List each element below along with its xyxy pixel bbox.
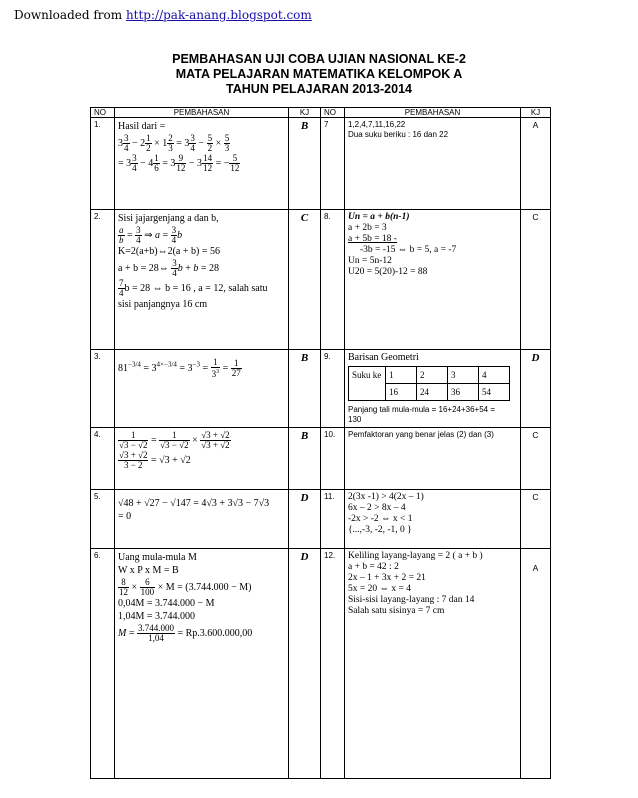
header-kj-right: KJ	[521, 108, 551, 118]
solution-line: -3b = -15 ⇔ b = 5, a = -7	[360, 245, 457, 255]
solution-cell	[115, 549, 289, 779]
suku-cell: 1	[386, 367, 417, 384]
row-number: 9.	[321, 350, 345, 428]
header-no-right: NO	[321, 108, 345, 118]
solution-line: a + 2b = 3	[348, 223, 387, 233]
row-number: 7	[321, 118, 345, 210]
header-pembahasan: PEMBAHASAN	[115, 108, 289, 118]
solution-line: U20 = 5(20)-12 = 88	[348, 267, 428, 277]
header-kj: KJ	[289, 108, 321, 118]
solution-line: {...,-3, -2, -1, 0 }	[348, 525, 412, 535]
solution-cell	[345, 549, 521, 779]
download-link[interactable]: http://pak-anang.blogspot.com	[125, 8, 312, 22]
solution-line: $\frac{7}{4}$ b = 28 ⇔ b = 16 , a = 12, salah satu	[119, 278, 268, 298]
table-row	[91, 549, 551, 779]
solution-cell	[115, 210, 289, 350]
table-row	[91, 118, 551, 210]
solution-line: Un = 5n-12	[348, 256, 392, 266]
solution-line: $\frac{a}{b}$ = $\frac{3}{4}$ ⇒ a = $\frac{3}{4}$ b	[119, 225, 183, 245]
solution-line: Pemfaktoran yang benar jelas (2) dan (3)	[348, 430, 494, 439]
solution-line: -2x > -2 ⇔ x < 1	[348, 514, 413, 524]
solution-line: 1,04M = 3.744.000	[118, 611, 196, 622]
solution-line: 3 $\frac{3}{4}$ − 2 $\frac{1}{2}$ × 1 $\frac{2}{3}$ = 3 $\frac{3}{4}$ − $\frac{5}{2}$ × $\frac{5}{3}$	[118, 133, 230, 153]
header-no: NO	[91, 108, 115, 118]
title-line-2: MATA PELAJARAN MATEMATIKA KELOMPOK A	[175, 67, 463, 81]
solution-line: = 0	[118, 511, 132, 522]
solution-line: $\frac{1}{√3 - √2}$ = $\frac{1}{√3 - √2}$ × $\frac{√3 + √2}{√3 + √2}$	[119, 430, 230, 450]
solution-line: M = $\frac{3.744.000}{1,04}$ = Rp.3.600.000,00	[118, 623, 253, 643]
document-title	[0, 52, 638, 97]
solution-cell	[115, 118, 289, 210]
row-number: 6.	[91, 549, 115, 779]
row-number: 1.	[91, 118, 115, 210]
solution-line: $\frac{8}{12}$ × $\frac{6}{100}$ × M = (3.744.000 − M)	[119, 577, 252, 597]
solution-text: b = 28 ⇔ b = 16 , a = 12, salah satu	[124, 282, 268, 294]
solution-line: 1,2,4,7,11,16,22	[348, 120, 406, 129]
solution-line: $\frac{√3 + √2}{3 - 2}$ = √3 + √2	[119, 450, 191, 470]
solution-line: W x P x M = B	[118, 565, 179, 576]
answer-key: D	[289, 490, 321, 549]
answer-key: A	[521, 549, 551, 779]
solution-line: sisi panjangnya 16 cm	[118, 299, 208, 310]
solution-line: Un = a + b(n-1)	[348, 212, 410, 222]
value-cell: 24	[417, 384, 448, 401]
solution-line: a + b = 28⇔ $\frac{3}{4}$ b + b = 28	[118, 258, 219, 278]
solution-text: = Rp.3.600.000,00	[177, 627, 253, 639]
row-number: 11.	[321, 490, 345, 549]
answer-key: C	[521, 428, 551, 490]
title-line-1: PEMBAHASAN UJI COBA UJIAN NASIONAL KE-2	[172, 52, 466, 66]
solution-line: 6x – 2 > 8x – 4	[348, 503, 406, 513]
solution-line: = 3 $\frac{3}{4}$ − 4 $\frac{1}{6}$ = 3 $\frac{9}{12}$ − 3 $\frac{14}{12}$ = − $\frac{5}{12}$	[118, 153, 240, 173]
solution-cell	[115, 490, 289, 549]
answer-key: D	[289, 549, 321, 779]
solution-line: Dua suku beriku : 16 dan 22	[348, 130, 449, 139]
solution-line: 2(3x -1) > 4(2x – 1)	[348, 492, 424, 502]
solution-cell	[345, 118, 521, 210]
solution-line: √48 + √27 − √147 = 4√3 + 3√3 − 7√3	[118, 498, 270, 509]
solution-cell	[345, 350, 521, 428]
table-row	[349, 367, 510, 384]
solution-line: Salah satu sisinya = 7 cm	[348, 606, 445, 616]
solution-text: = √3 + √2	[150, 454, 191, 466]
solution-line: Sisi jajargenjang a dan b,	[118, 213, 219, 224]
answer-key: D	[521, 350, 551, 428]
solution-text: × M = (3.744.000 − M)	[157, 581, 252, 593]
solution-line: $81^{-3/4} = 3^{4\times-3/4} = 3^{-3}$ = $\frac{1}{3^3}$ = $\frac{1}{27}$	[118, 357, 241, 379]
title-line-3: TAHUN PELAJARAN 2013-2014	[226, 82, 412, 96]
row-number: 12.	[321, 549, 345, 779]
solution-cell	[345, 210, 521, 350]
row-number: 3.	[91, 350, 115, 428]
solution-line: a + b = 42 : 2	[348, 562, 399, 572]
table-row	[91, 428, 551, 490]
geometric-table	[348, 366, 510, 401]
value-cell: 36	[448, 384, 479, 401]
solution-line: Panjang tali mula-mula = 16+24+36+54 =	[348, 405, 495, 414]
solution-line: 5x = 20 ⇔ x = 4	[348, 584, 411, 594]
answer-key: B	[289, 350, 321, 428]
suku-cell: 3	[448, 367, 479, 384]
download-prefix: Downloaded from	[14, 8, 126, 22]
suku-cell: 2	[417, 367, 448, 384]
suku-label: Suku ke	[349, 367, 386, 401]
solution-line: Keliling layang-layang = 2 ( a + b )	[348, 551, 483, 561]
answer-key: B	[289, 428, 321, 490]
solution-cell	[345, 490, 521, 549]
row-number: 10.	[321, 428, 345, 490]
download-source	[14, 8, 312, 22]
solution-line: 130	[348, 415, 362, 424]
table-header-row	[91, 108, 551, 118]
table-row	[91, 350, 551, 428]
answer-key: C	[521, 490, 551, 549]
solution-cell	[115, 428, 289, 490]
answer-key: C	[521, 210, 551, 350]
solution-line: Barisan Geometri	[348, 352, 419, 363]
value-cell: 16	[386, 384, 417, 401]
header-pembahasan-right: PEMBAHASAN	[345, 108, 521, 118]
table-row	[91, 490, 551, 549]
solution-line: K=2(a+b)⇔2(a + b) = 56	[118, 246, 220, 257]
row-number: 5.	[91, 490, 115, 549]
answer-table	[90, 107, 551, 779]
solution-line: a + 5b = 18 -	[348, 234, 397, 244]
solution-line: Hasil dari =	[118, 121, 166, 132]
value-cell: 54	[479, 384, 510, 401]
answer-key: C	[289, 210, 321, 350]
solution-line: Sisi-sisi layang-layang : 7 dan 14	[348, 595, 475, 605]
answer-key: B	[289, 118, 321, 210]
solution-cell	[115, 350, 289, 428]
answer-key: A	[521, 118, 551, 210]
solution-line: 2x – 1 + 3x + 2 = 21	[348, 573, 426, 583]
solution-line: 0,04M = 3.744.000 − M	[118, 598, 215, 609]
solution-cell	[345, 428, 521, 490]
solution-line: Uang mula-mula M	[118, 552, 197, 563]
suku-cell: 4	[479, 367, 510, 384]
row-number: 2.	[91, 210, 115, 350]
row-number: 8.	[321, 210, 345, 350]
table-row	[91, 210, 551, 350]
row-number: 4.	[91, 428, 115, 490]
